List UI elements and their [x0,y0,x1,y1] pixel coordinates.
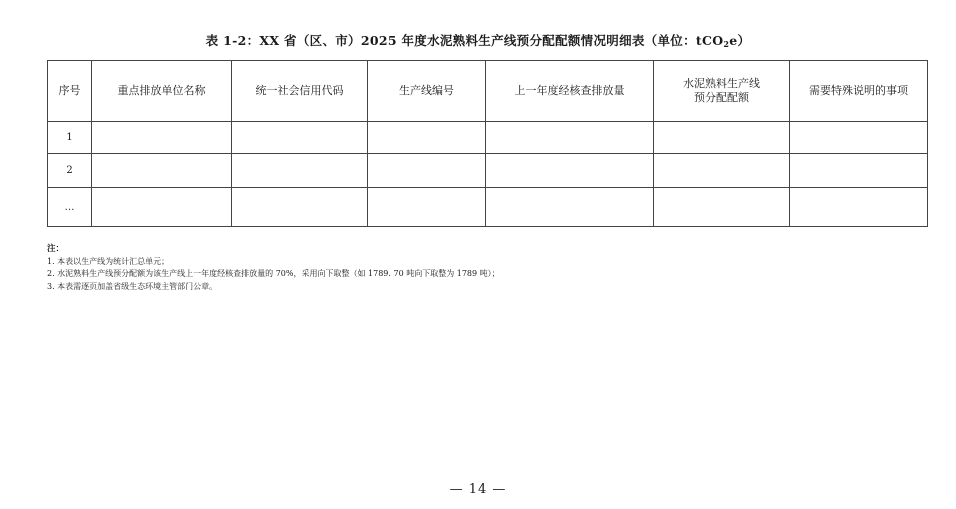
table-cell [232,122,368,154]
col-header-unit-name: 重点排放单位名称 [92,61,232,122]
col-header-seq: 序号 [48,61,92,122]
table-title-tail: e） [729,33,751,48]
table-cell [368,154,486,188]
table-cell [232,188,368,227]
table-title-subscript: 2 [723,39,730,49]
table-cell [486,188,654,227]
table-cell [486,122,654,154]
table-cell: 2 [48,154,92,188]
page-number: — 14 — [449,482,507,497]
table-cell [790,122,928,154]
quota-table [47,60,928,227]
table-row [48,188,928,227]
col-header-verified-emission: 上一年度经核查排放量 [486,61,654,122]
note-item: 1. 本表以生产线为统计汇总单元； [47,256,170,266]
table-title [0,31,956,49]
table-title-main: 表 1-2：XX 省（区、市）2025 年度水泥熟料生产线预分配配额情况明细表（单位：tCO [205,33,724,48]
table-cell [654,122,790,154]
table-cell [368,122,486,154]
col-header-credit-code: 统一社会信用代码 [232,61,368,122]
table-cell [92,154,232,188]
notes-heading: 注： [47,244,65,254]
notes-section [47,243,500,293]
col-header-line-number: 生产线编号 [368,61,486,122]
table-cell [486,154,654,188]
table-cell: … [48,188,92,227]
table-cell [92,188,232,227]
table-header-row [48,61,928,122]
table-cell [790,154,928,188]
table-cell [92,122,232,154]
table-cell [654,154,790,188]
table-cell [654,188,790,227]
col-header-preallocated-quota: 水泥熟料生产线 预分配配额 [654,61,790,122]
note-item: 3. 本表需逐页加盖省级生态环境主管部门公章。 [47,281,218,291]
table-cell [232,154,368,188]
table-cell [368,188,486,227]
col-header-special-notes: 需要特殊说明的事项 [790,61,928,122]
table-row [48,122,928,154]
table-cell [790,188,928,227]
table-row [48,154,928,188]
note-item: 2. 水泥熟料生产线预分配额为该生产线上一年度经核查排放量的 70%，采用向下取整（如 1789. 70 吨向下取整为 1789 吨）； [47,269,500,278]
table-cell: 1 [48,122,92,154]
